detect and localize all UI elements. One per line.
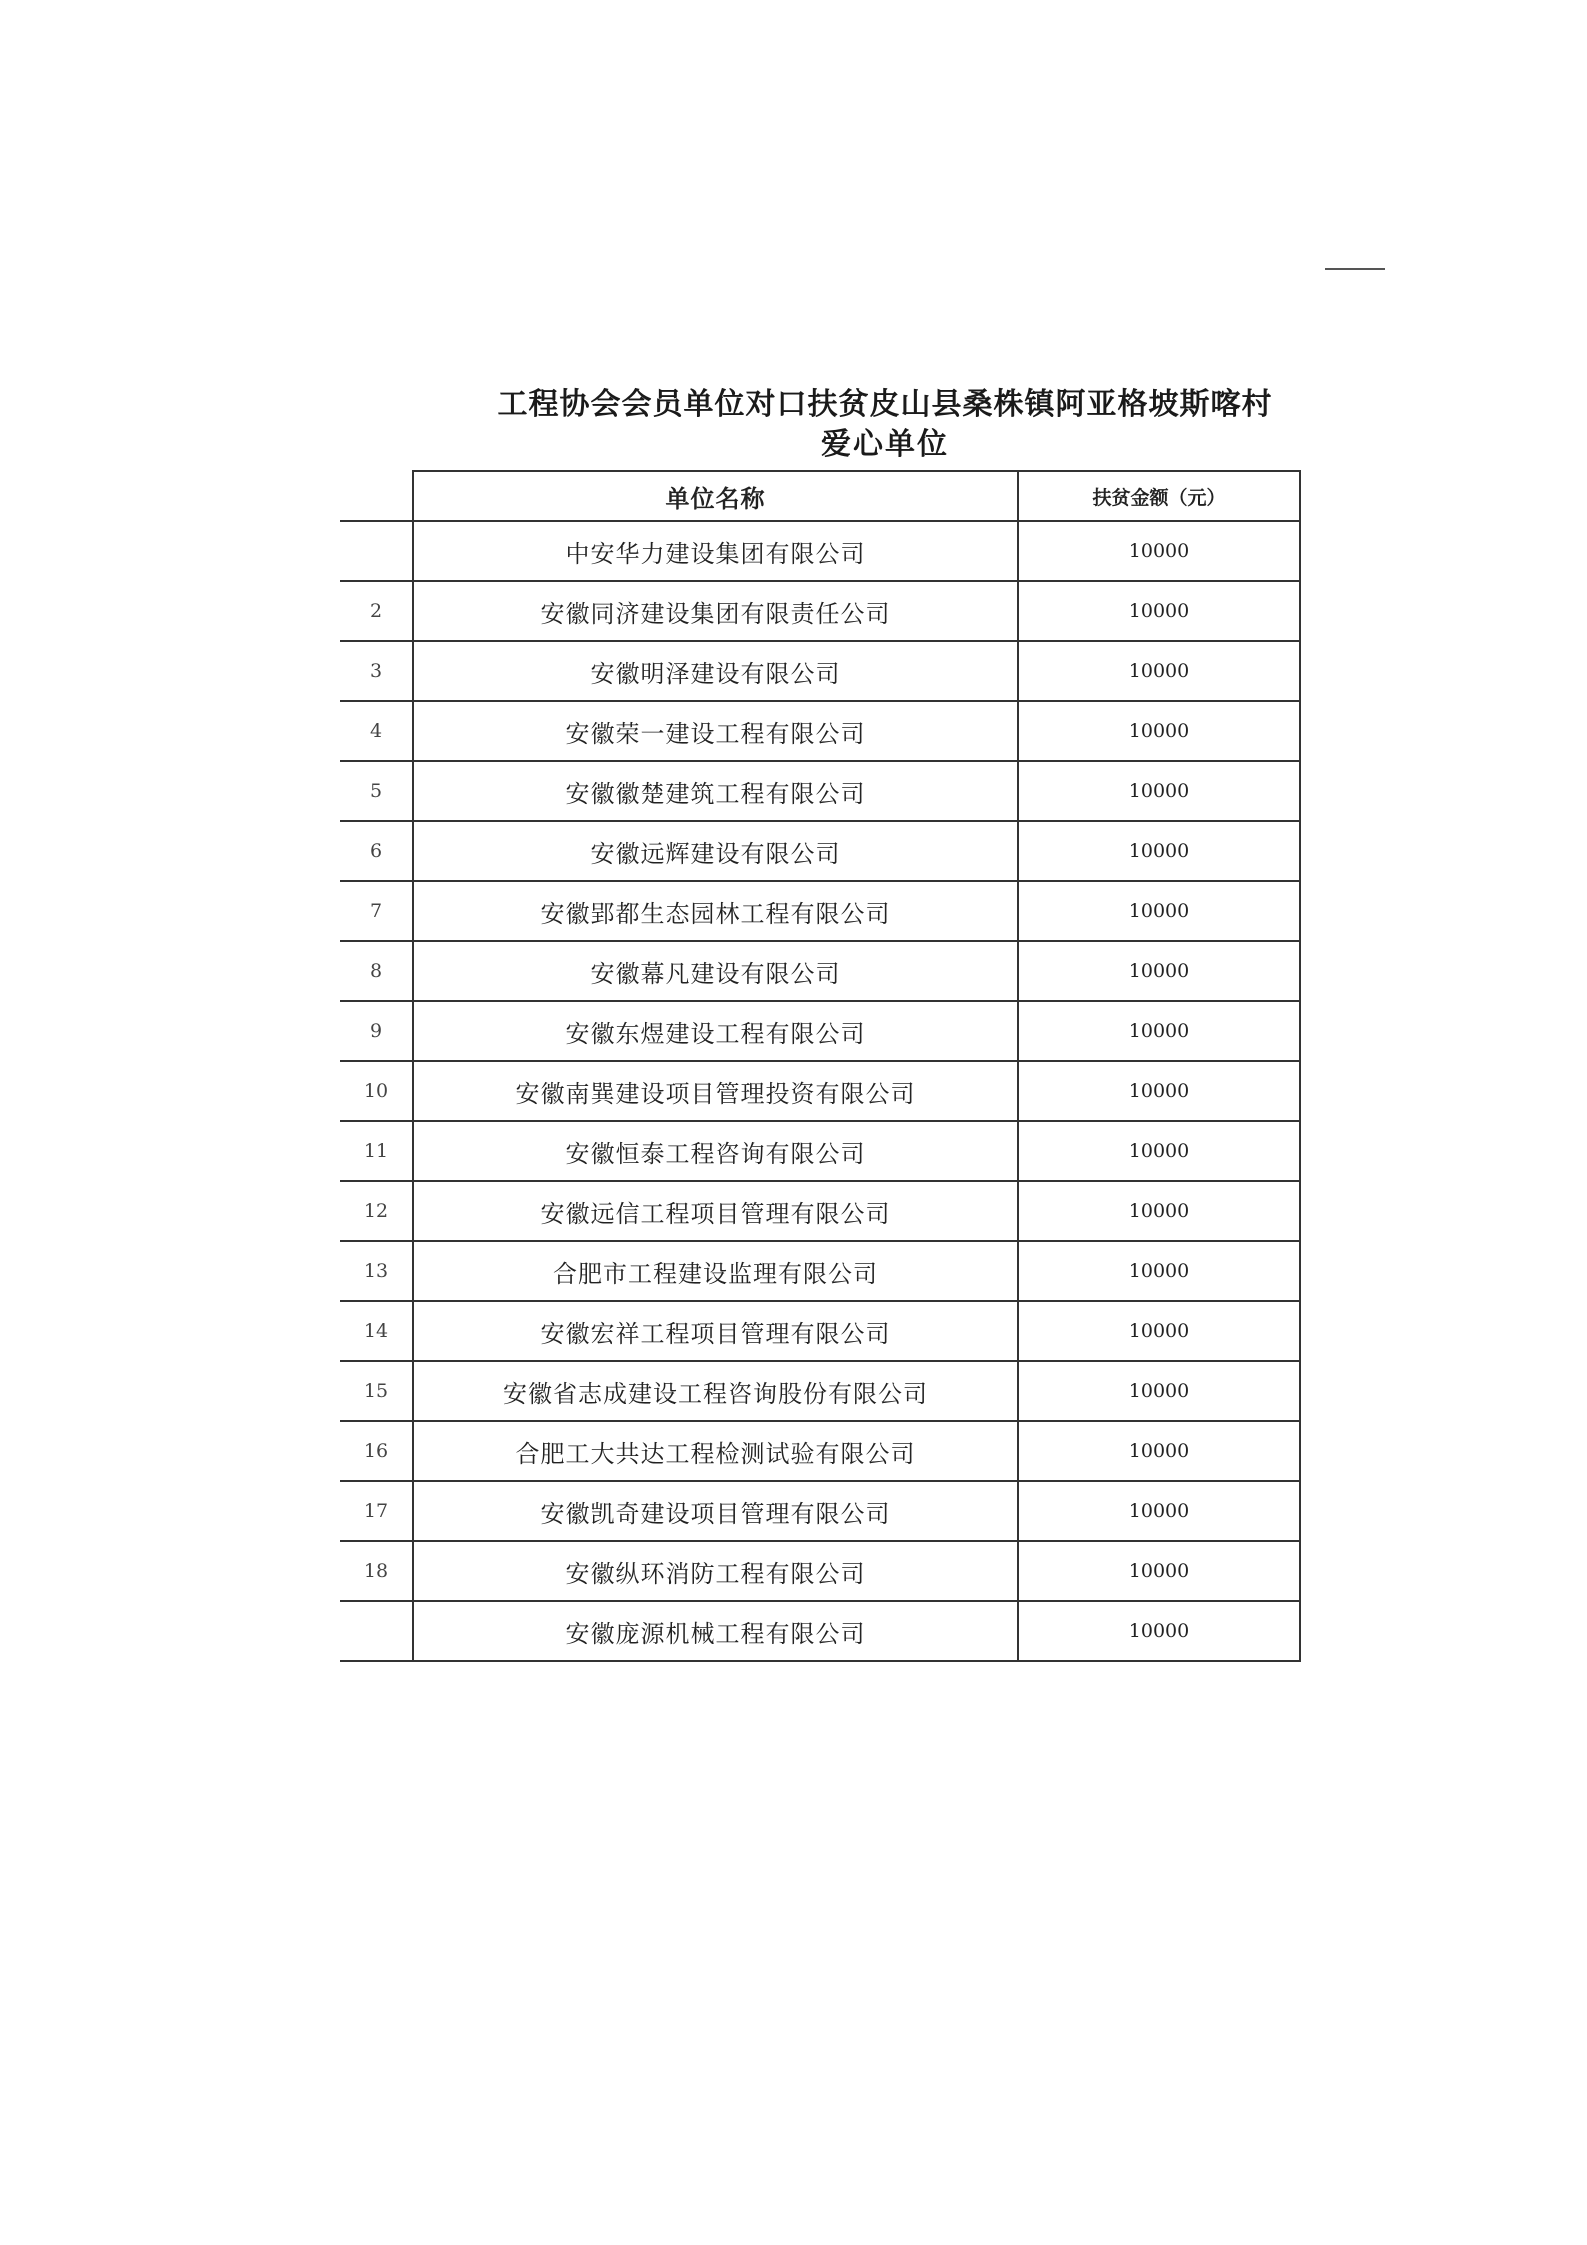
table-row: [340, 1121, 1300, 1181]
row-unit-name: 安徽凯奇建设项目管理有限公司: [413, 1481, 1018, 1541]
row-amount: 10000: [1018, 1421, 1300, 1481]
row-unit-name: 安徽南巽建设项目管理投资有限公司: [413, 1061, 1018, 1121]
row-index: 18: [340, 1541, 413, 1601]
table-row: [340, 1541, 1300, 1601]
table-row: [340, 1301, 1300, 1361]
row-amount: 10000: [1018, 1541, 1300, 1601]
row-index: 14: [340, 1301, 413, 1361]
row-index: [340, 1601, 413, 1661]
row-amount: 10000: [1018, 761, 1300, 821]
row-index: 16: [340, 1421, 413, 1481]
row-amount: 10000: [1018, 881, 1300, 941]
row-amount: 10000: [1018, 1181, 1300, 1241]
row-unit-name: 安徽恒泰工程咨询有限公司: [413, 1121, 1018, 1181]
table-row: [340, 1601, 1300, 1661]
table-row: [340, 1181, 1300, 1241]
table-row: [340, 881, 1300, 941]
row-index: 17: [340, 1481, 413, 1541]
row-amount: 10000: [1018, 1481, 1300, 1541]
row-amount: 10000: [1018, 1601, 1300, 1661]
table-row: [340, 1001, 1300, 1061]
row-amount: 10000: [1018, 1241, 1300, 1301]
row-unit-name: 安徽郢都生态园林工程有限公司: [413, 881, 1018, 941]
row-index: [340, 521, 413, 581]
table-row: [340, 1361, 1300, 1421]
row-unit-name: 安徽明泽建设有限公司: [413, 641, 1018, 701]
scan-edge-mark: [1325, 268, 1385, 270]
table-row: [340, 581, 1300, 641]
row-unit-name: 安徽荣一建设工程有限公司: [413, 701, 1018, 761]
row-unit-name: 安徽徽楚建筑工程有限公司: [413, 761, 1018, 821]
row-amount: 10000: [1018, 1001, 1300, 1061]
donor-table: [340, 470, 1301, 1662]
row-unit-name: 安徽省志成建设工程咨询股份有限公司: [413, 1361, 1018, 1421]
table-row: [340, 1481, 1300, 1541]
row-index: 6: [340, 821, 413, 881]
row-unit-name: 安徽宏祥工程项目管理有限公司: [413, 1301, 1018, 1361]
row-index: 15: [340, 1361, 413, 1421]
row-index: 13: [340, 1241, 413, 1301]
row-index: 5: [340, 761, 413, 821]
table-row: [340, 761, 1300, 821]
table-row: [340, 941, 1300, 1001]
row-index: 11: [340, 1121, 413, 1181]
row-unit-name: 安徽幕凡建设有限公司: [413, 941, 1018, 1001]
table-row: [340, 1421, 1300, 1481]
row-index: 3: [340, 641, 413, 701]
row-unit-name: 安徽庞源机械工程有限公司: [413, 1601, 1018, 1661]
title-line-2: 爱心单位: [821, 427, 949, 462]
row-amount: 10000: [1018, 521, 1300, 581]
table-row: [340, 701, 1300, 761]
row-index: 8: [340, 941, 413, 1001]
title-line-1: 工程协会会员单位对口扶贫皮山县桑株镇阿亚格坡斯喀村: [497, 387, 1273, 422]
table-row: [340, 521, 1300, 581]
row-amount: 10000: [1018, 821, 1300, 881]
row-unit-name: 安徽东煜建设工程有限公司: [413, 1001, 1018, 1061]
row-unit-name: 安徽纵环消防工程有限公司: [413, 1541, 1018, 1601]
row-amount: 10000: [1018, 641, 1300, 701]
header-unit-name: 单位名称: [413, 471, 1018, 521]
table-body: [340, 521, 1300, 1661]
table-header-row: [340, 471, 1300, 521]
row-unit-name: 安徽同济建设集团有限责任公司: [413, 581, 1018, 641]
row-unit-name: 安徽远辉建设有限公司: [413, 821, 1018, 881]
row-amount: 10000: [1018, 1121, 1300, 1181]
row-index: 4: [340, 701, 413, 761]
row-unit-name: 合肥市工程建设监理有限公司: [413, 1241, 1018, 1301]
row-unit-name: 中安华力建设集团有限公司: [413, 521, 1018, 581]
document-title: [470, 385, 1300, 465]
row-index: 9: [340, 1001, 413, 1061]
row-unit-name: 合肥工大共达工程检测试验有限公司: [413, 1421, 1018, 1481]
row-index: 10: [340, 1061, 413, 1121]
header-amount: 扶贫金额（元）: [1018, 471, 1300, 521]
row-amount: 10000: [1018, 1361, 1300, 1421]
row-amount: 10000: [1018, 581, 1300, 641]
row-index: 7: [340, 881, 413, 941]
donor-table-container: [340, 470, 1300, 1662]
header-index: [340, 471, 413, 521]
row-amount: 10000: [1018, 941, 1300, 1001]
row-index: 2: [340, 581, 413, 641]
table-row: [340, 641, 1300, 701]
row-amount: 10000: [1018, 1061, 1300, 1121]
row-amount: 10000: [1018, 701, 1300, 761]
row-amount: 10000: [1018, 1301, 1300, 1361]
table-row: [340, 821, 1300, 881]
table-row: [340, 1061, 1300, 1121]
row-unit-name: 安徽远信工程项目管理有限公司: [413, 1181, 1018, 1241]
table-row: [340, 1241, 1300, 1301]
row-index: 12: [340, 1181, 413, 1241]
